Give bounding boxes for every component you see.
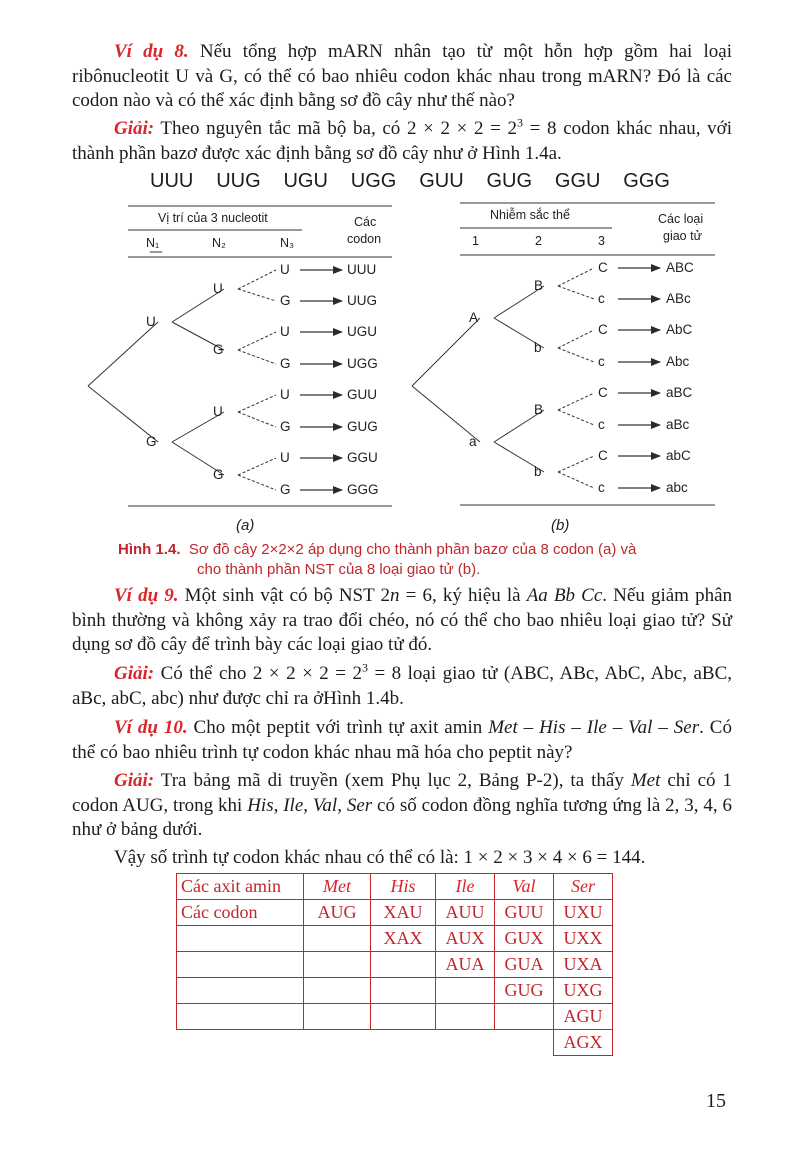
tree-b-node: C [598, 260, 608, 275]
tree-b-branches [412, 268, 660, 488]
table-cell: AUX [436, 926, 495, 952]
solution-9-text-2: = 8 loại giao tử (ABC, ABc, AbC, Abc, aBC, aBc, abC, abc) như được chỉ ra ởHình 1.4b. [72, 663, 732, 709]
table-cell [371, 1030, 436, 1056]
tree-a-node: G [280, 356, 291, 371]
table-cell [304, 1004, 371, 1030]
solution-10-separator: , [273, 794, 284, 816]
tree-b-result: aBC [666, 385, 693, 400]
tree-a-result: GGG [347, 482, 379, 497]
tree-a-branches [88, 270, 342, 490]
example-9-text-2: = 6, ký hiệu là [399, 585, 527, 606]
tree-a-node: U [213, 404, 223, 419]
solution-10-separator: , [303, 794, 313, 816]
tree-b-node: A [469, 310, 479, 325]
table-cell: GUU [495, 900, 554, 926]
tree-b-branch-line [558, 393, 594, 410]
tree-b-node: C [598, 322, 608, 337]
tree-b-node: C [598, 385, 608, 400]
tree-b-branch-line [558, 268, 594, 286]
tree-b-col-label: 1 [472, 234, 479, 248]
example-8-text: Nếu tổng hợp mARN nhân tạo từ một hỗn hợp gồm hai loại ribônucleotit U và G, có thể có bao nhiêu codon khác nhau trong mARN? Đó là các codon nào và có thể xác định bằng sơ đồ cây như thế nào? [72, 41, 732, 111]
table-cell: AUG [304, 900, 371, 926]
tree-b-node: c [598, 480, 605, 495]
example-10-sequence: Met – His – Ile – Val – Ser [488, 717, 700, 738]
table-cell [177, 1004, 304, 1030]
tree-a-branch-line [238, 458, 276, 475]
tree-a-header-codon-2: codon [347, 232, 382, 246]
table-row [177, 1030, 613, 1056]
figure-caption-line-1: Sơ đồ cây 2×2×2 áp dụng cho thành phần bazơ của 8 codon (a) và [188, 541, 637, 558]
table-cell: AUA [436, 952, 495, 978]
tree-b-branch-line [412, 318, 480, 386]
tree-a-node: G [146, 434, 157, 449]
table-cell [177, 1030, 304, 1056]
tree-b-node: C [598, 448, 608, 463]
tree-b-result: ABC [666, 260, 694, 275]
tree-a-result: UGG [347, 356, 378, 371]
solution-10-ile: Ile [283, 794, 304, 816]
tree-b-result: abc [666, 480, 688, 495]
tree-a-col-label: N₃ [280, 236, 295, 250]
tree-b-node: a [469, 434, 477, 449]
table-cell [304, 952, 371, 978]
tree-b-node: c [598, 354, 605, 369]
tree-b-header-gamete-1: Các loại [658, 212, 704, 226]
tree-a-branch-line [238, 332, 276, 350]
tree-a-header-position: Vị trí của 3 nucleotit [158, 211, 268, 225]
tree-a-result: GGU [347, 450, 378, 465]
table-cell: UXA [554, 952, 613, 978]
table-cell: GUX [495, 926, 554, 952]
tree-a-result: UGU [347, 324, 377, 339]
solution-10-label: Giải [114, 770, 148, 791]
tree-a-node: G [280, 482, 291, 497]
tree-a-node: U [213, 281, 223, 296]
solution-10-text-1: Tra bảng mã di truyền (xem Phụ lục 2, Bảng P-2), ta thấy [160, 770, 631, 791]
tree-a-result: GUU [347, 387, 377, 402]
total-count-line: Vậy số trình tự codon khác nhau có thể có là: 1 × 2 × 3 × 4 × 6 = 144. [114, 847, 646, 868]
tree-a-sublabel: (a) [236, 517, 255, 534]
table-cell: AGX [554, 1030, 613, 1056]
table-cell [436, 978, 495, 1004]
solution-8-exponent: 3 [517, 115, 524, 130]
solution-8-text-2: = 8 codon khác nhau, với thành phần bazơ được xác định bằng sơ đồ cây như ở Hình 1.4a. [72, 118, 732, 164]
tree-b-node: B [534, 402, 544, 417]
table-row [177, 926, 613, 952]
solution-10-val: Val [312, 794, 338, 816]
solution-10-separator: , [337, 794, 347, 816]
table-cell [371, 952, 436, 978]
codon-list-item: GUG [486, 170, 533, 192]
tree-b-branch-line [558, 286, 594, 299]
example-9-label: Ví dụ 9. [114, 585, 179, 606]
tree-a-node: U [146, 314, 156, 329]
tree-b-result: aBc [666, 417, 690, 432]
tree-b-col-label: 3 [598, 234, 605, 248]
table-cell: XAX [371, 926, 436, 952]
table-cell: Các codon [177, 900, 304, 926]
table-header-cell: Val [495, 874, 554, 900]
table-cell: AUU [436, 900, 495, 926]
tree-a-header-codon-1: Các [354, 215, 377, 229]
solution-10-ser: Ser [346, 794, 373, 816]
table-header-cell: Met [304, 874, 371, 900]
tree-a-branch-line [238, 350, 276, 364]
tree-a-col-label: N₁ [146, 236, 160, 250]
solution-8-label: Giải [114, 118, 148, 139]
codon-list-item: UGU [283, 170, 328, 192]
table-header-cell: His [371, 874, 436, 900]
tree-b-result: AbC [666, 322, 693, 337]
example-10 [72, 716, 732, 765]
table-cell: AGU [554, 1004, 613, 1030]
tree-a-branch-line [238, 412, 276, 427]
table-cell: UXG [554, 978, 613, 1004]
table-cell: UXU [554, 900, 613, 926]
table-cell [436, 1030, 495, 1056]
table-row [177, 1004, 613, 1030]
example-9-text-1: Một sinh vật có bộ NST 2 [184, 585, 391, 606]
table-cell [371, 978, 436, 1004]
solution-10-met: Met [630, 770, 661, 791]
table-cell [177, 926, 304, 952]
table-cell [495, 1004, 554, 1030]
table-cell [371, 1004, 436, 1030]
tree-a-node: U [280, 450, 290, 465]
tree-b-branch-line [558, 348, 594, 362]
table-cell [495, 1030, 554, 1056]
tree-b-branch-line [558, 472, 594, 488]
table-header-cell: Ile [436, 874, 495, 900]
tree-b-node: c [598, 291, 605, 306]
table-cell [304, 1030, 371, 1056]
codon-list-item: GUU [419, 170, 464, 192]
tree-a-node: U [280, 324, 290, 339]
solution-9: Giải: Có thể cho $2 \times 2 \times 2 = 2^3 = 8$ loại giao tử (ABC, ABc, AbC, Abc, aBC, aBc, abC, abc) như được chỉ ra ởHình 1.4b. [72, 660, 732, 709]
table-header-cell: Các axit amin [177, 874, 304, 900]
tree-a-branch-line [238, 289, 276, 301]
codon-list [150, 170, 670, 193]
codon-list-item: UUU [150, 170, 194, 192]
tree-a-node: G [213, 467, 224, 482]
tree-b-node: c [598, 417, 605, 432]
solution-10: Giải: Tra bảng mã di truyền (xem Phụ lục 2, Bảng P-2), ta thấy Met chỉ có 1 codon AUG, trong khi His, Ile, Val, Ser có số codon đồng nghĩa tương ứng là 2, 3, 4, 6 như ở bảng dưới. [72, 770, 733, 840]
example-10-text-1: Cho một peptit với trình tự axit amin [193, 717, 489, 738]
table-cell: XAU [371, 900, 436, 926]
table-row [177, 952, 613, 978]
example-9 [72, 584, 732, 658]
tree-b-node: B [534, 278, 544, 293]
figure-caption [118, 540, 738, 580]
amino-acid-codon-table [176, 873, 613, 1056]
tree-a-node: G [280, 419, 291, 434]
figure-caption-line-2: cho thành phần NST của 8 loại giao tử (b). [197, 561, 481, 578]
example-8-label: Ví dụ 8. [114, 41, 189, 62]
table-row [177, 978, 613, 1004]
table-row [177, 900, 613, 926]
codon-list-item: GGU [554, 170, 601, 192]
example-8 [72, 40, 732, 114]
table-cell [177, 978, 304, 1004]
table-cell [304, 978, 371, 1004]
tree-b-header-gamete-2: giao tử [663, 229, 702, 243]
tree-a-branch-line [238, 475, 276, 490]
solution-8-text: Theo nguyên tắc mã bộ ba, có 2 × 2 × 2 = 2 [160, 118, 518, 139]
tree-b-col-label: 2 [535, 234, 542, 248]
solution-10-text-2: chỉ có 1 codon AUG, trong khi [72, 770, 732, 816]
table-cell [436, 1004, 495, 1030]
tree-a-result: GUG [347, 419, 378, 434]
tree-b-branch-line [558, 330, 594, 348]
tree-a-nodes [146, 262, 379, 497]
tree-a-branch-line [238, 395, 276, 412]
tree-b-node: b [534, 340, 542, 355]
table-cell: UXX [554, 926, 613, 952]
tree-a-node: U [280, 262, 290, 277]
solution-10-his: His [247, 794, 274, 816]
tree-b-node: b [534, 464, 542, 479]
example-9-n: n [390, 585, 400, 606]
tree-a-col-label: N₂ [212, 236, 226, 250]
tree-b-result: ABc [666, 291, 691, 306]
tree-a-node: U [280, 387, 290, 402]
table-header-cell: Ser [554, 874, 613, 900]
tree-b-result: Abc [666, 354, 690, 369]
tree-b-header-nst: Nhiễm sắc thể [490, 208, 570, 222]
tree-b-branch-line [558, 410, 594, 425]
example-9-text-3: . Nếu giảm phân bình thường và không xảy ra trao đổi chéo, nó có thể cho bao nhiêu loại giao tử? Sử dụng sơ đồ cây để trình bày các loại giao tử đó. [72, 585, 733, 655]
solution-9-label: Giải [114, 663, 148, 684]
tree-b-result: abC [666, 448, 691, 463]
solution-9-text: Có thể cho 2 × 2 × 2 = 2 [160, 663, 362, 684]
tree-b-branch-line [558, 456, 594, 472]
table-cell [304, 926, 371, 952]
example-10-label: Ví dụ 10. [114, 717, 188, 738]
tree-a-result: UUU [347, 262, 377, 277]
tree-a-node: G [280, 293, 291, 308]
tree-b-nodes [469, 260, 694, 495]
codon-list-item: UUG [216, 170, 261, 192]
table-cell [177, 952, 304, 978]
tree-a-branch-line [238, 270, 276, 289]
tree-a-node: G [213, 342, 224, 357]
tree-diagram-figure [0, 195, 800, 535]
codon-list-item: GGG [623, 170, 670, 192]
table-row [177, 874, 613, 900]
solution-8: Giải: Theo nguyên tắc mã bộ ba, có $2 \times 2 \times 2 = 2^3 = 8$ codon khác nhau, với thành phần bazơ được xác định bằng sơ đồ cây như ở Hình 1.4a. [72, 115, 732, 164]
figure-caption-label: Hình 1.4. [118, 541, 181, 558]
tree-b-sublabel: (b) [551, 517, 570, 534]
example-9-genotype: Aa Bb Cc [526, 585, 603, 606]
tree-a-result: UUG [347, 293, 377, 308]
example-10-text-2: . Có thể có bao nhiêu trình tự codon khác nhau mã hóa cho peptit này? [72, 717, 732, 763]
solution-10-text-3: có số codon đồng nghĩa tương ứng là 2, 3, 4, 6 như ở bảng dưới. [72, 794, 733, 840]
table-cell: GUA [495, 952, 554, 978]
solution-9-exponent: 3 [361, 660, 368, 675]
tree-a-branch-line [88, 322, 158, 386]
codon-list-item: UGG [350, 170, 397, 192]
page-number: 15 [706, 1090, 726, 1112]
table-cell: GUG [495, 978, 554, 1004]
